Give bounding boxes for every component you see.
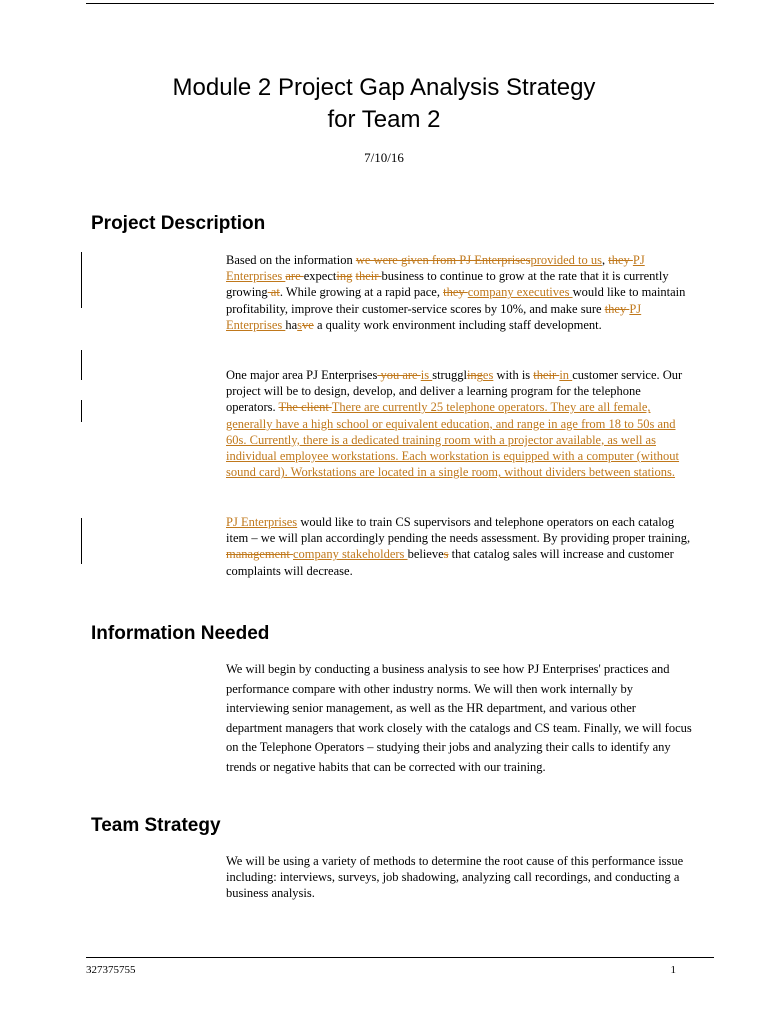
information-needed-paragraph: We will begin by conducting a business analysis to see how PJ Enterprises' practices and performance compare with other industry norms. We will then work internally by interviewing senior management, as well as the HR department, and various other department managers that work closely with the catalogs and CS team. Finally, we will focus on the Telephone Operators – studying their jobs and analyzing their calls to identify any trends or negative habits that can be corrected with our training. bbox=[226, 662, 692, 774]
tracked-insertion: There are currently 25 telephone operators. They are all female, generally have a high school or equivalent education, and range in age from 18 to 50s and 60s. Currently, there is a dedicated training room with a projector available, as well as individual employee workstations. Each workstation is equipped with a computer (without sound card). Workstations are located in a single room, without dividers between stations. bbox=[226, 400, 680, 480]
body-text: would like to maintain profitability, improve their customer-service scores by 10%, and make sure bbox=[226, 285, 686, 316]
change-bar bbox=[81, 400, 82, 422]
body-text: believe bbox=[407, 547, 444, 562]
body-text: . While growing at a rapid pace, bbox=[279, 285, 444, 300]
document-date: 7/10/16 bbox=[364, 150, 404, 165]
tracked-insertion: provided to us bbox=[530, 253, 602, 267]
footer-rule bbox=[86, 957, 714, 958]
tracked-deletion: ve bbox=[302, 317, 314, 332]
project-description-paragraph-3 bbox=[226, 514, 692, 579]
change-bar bbox=[81, 350, 82, 380]
change-bar bbox=[81, 518, 82, 564]
tracked-deletion: they bbox=[604, 301, 630, 316]
tracked-deletion: ing bbox=[466, 368, 483, 382]
tracked-deletion: at bbox=[267, 285, 280, 300]
title-line-1: Module 2 Project Gap Analysis Strategy bbox=[172, 74, 596, 101]
body-text: , bbox=[601, 253, 609, 267]
tracked-insertion: in bbox=[559, 368, 573, 382]
body-text: business to continue to grow at the rate that it is currently growing bbox=[226, 269, 669, 300]
body-text: with is bbox=[493, 368, 534, 382]
body-text: Based on the information bbox=[226, 253, 356, 267]
tracked-deletion: they bbox=[608, 253, 633, 267]
project-description-paragraph-2 bbox=[226, 367, 692, 480]
footer-doc-id: 327375755 bbox=[86, 964, 136, 976]
page-top-rule bbox=[86, 3, 714, 4]
tracked-deletion: their bbox=[533, 368, 560, 382]
tracked-deletion: ing bbox=[336, 269, 353, 284]
body-text: struggl bbox=[432, 368, 467, 382]
tracked-insertion: es bbox=[482, 368, 494, 382]
tracked-deletion: management bbox=[226, 547, 293, 562]
body-text: customer service. Our project will be to design, develop, and deliver a learning program for the telephone operators. bbox=[226, 368, 683, 415]
document-title bbox=[0, 72, 768, 136]
tracked-insertion: company stakeholders bbox=[293, 547, 408, 562]
body-text: ha bbox=[285, 317, 298, 332]
heading-team-strategy: Team Strategy bbox=[91, 815, 221, 836]
tracked-insertion: PJ Enterprises bbox=[226, 253, 645, 284]
tracked-deletion: are bbox=[285, 269, 304, 284]
body-text: that catalog sales will increase and customer complaints will decrease. bbox=[226, 547, 674, 578]
tracked-deletion: their bbox=[355, 269, 382, 284]
title-line-2: for Team 2 bbox=[327, 106, 441, 133]
body-text: One major area PJ Enterprises bbox=[226, 368, 378, 382]
heading-information-needed: Information Needed bbox=[91, 623, 270, 644]
footer-page-number: 1 bbox=[670, 964, 676, 976]
body-text: expect bbox=[303, 269, 337, 284]
body-text: would like to train CS supervisors and telephone operators on each catalog item – we will plan accordingly pending the needs assessment. By providing proper training, bbox=[226, 515, 691, 546]
tracked-deletion: they bbox=[443, 285, 468, 300]
tracked-insertion: PJ Enterprises bbox=[226, 301, 642, 332]
body-text: a quality work environment including staff development. bbox=[313, 317, 602, 332]
team-strategy-paragraph: We will be using a variety of methods to determine the root cause of this performance issue including: interviews, surveys, job shadowing, analyzing call recordings, and conducting a business analysis. bbox=[226, 854, 684, 901]
tracked-deletion: we were given from PJ Enterprises bbox=[355, 253, 531, 267]
tracked-deletion: The client bbox=[278, 400, 332, 415]
tracked-insertion: s bbox=[297, 317, 303, 332]
tracked-deletion: you are bbox=[377, 368, 421, 382]
project-description-paragraph-1 bbox=[226, 252, 692, 333]
change-bar bbox=[81, 252, 82, 308]
tracked-insertion: PJ Enterprises bbox=[226, 515, 298, 529]
tracked-insertion: is bbox=[420, 368, 433, 382]
tracked-deletion: s bbox=[443, 547, 449, 562]
tracked-insertion: company executives bbox=[467, 285, 573, 300]
heading-project-description: Project Description bbox=[91, 213, 266, 234]
